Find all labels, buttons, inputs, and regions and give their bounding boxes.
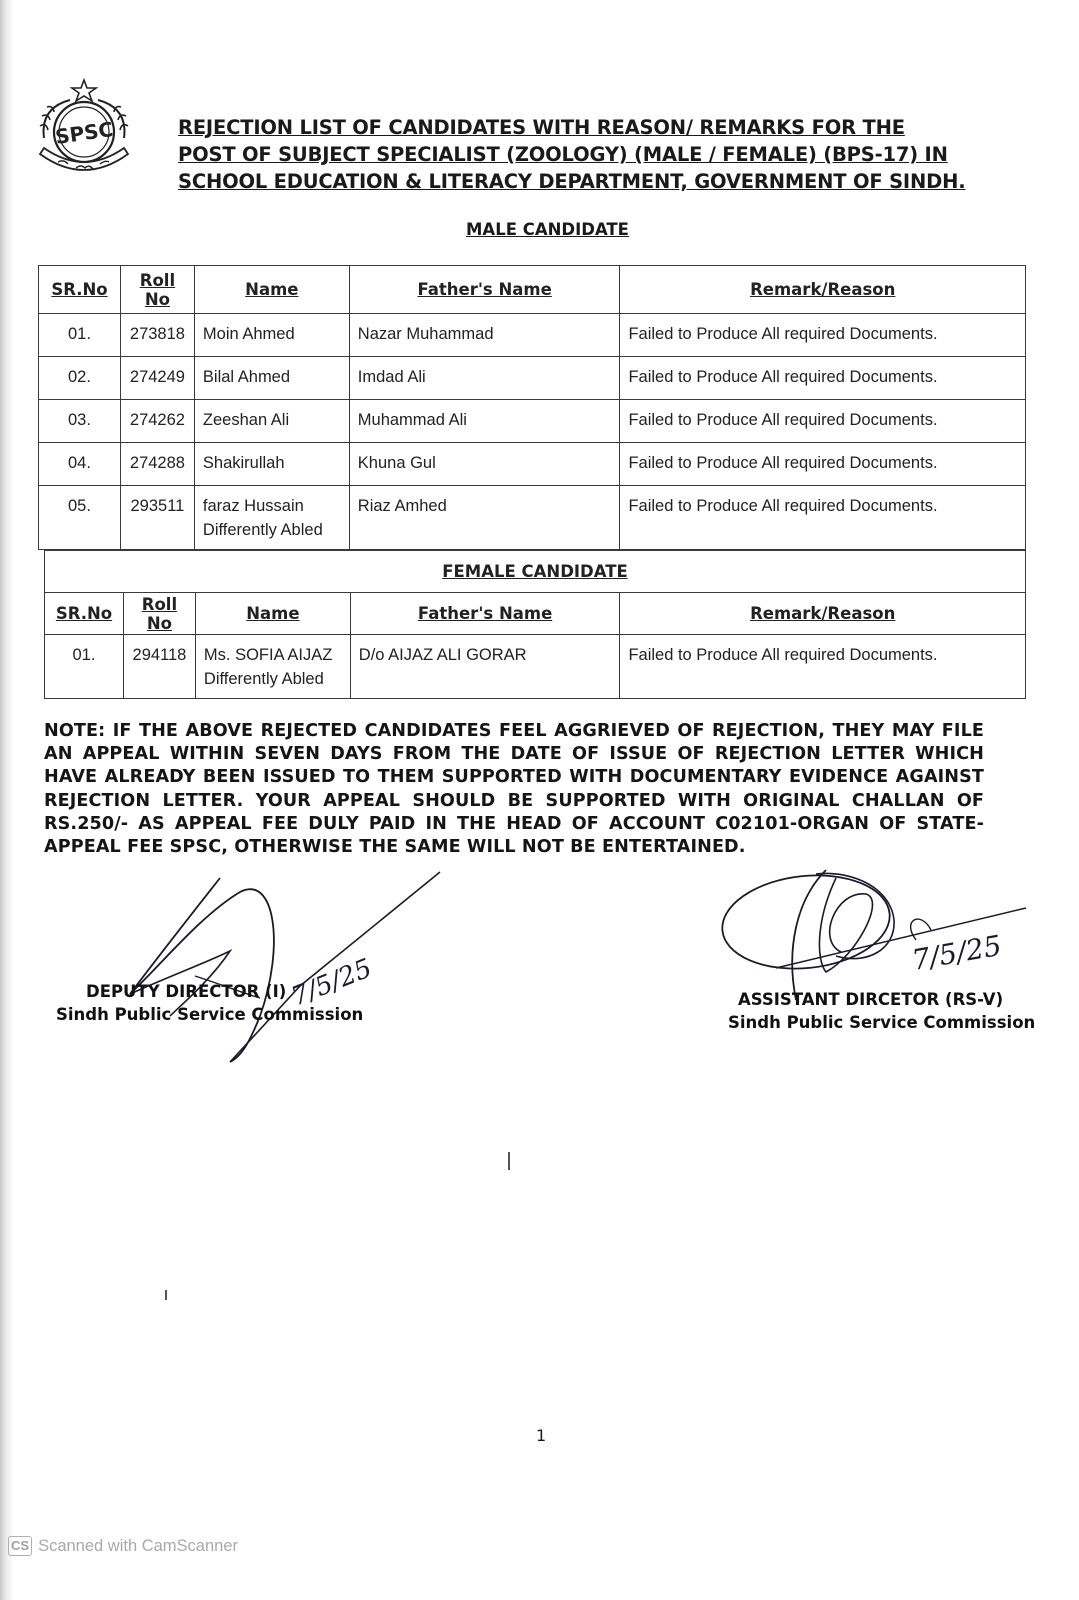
deputy-director-signature-icon xyxy=(100,866,450,1066)
candidate-name: Moin Ahmed xyxy=(202,325,295,343)
col-header-sr: SR.No xyxy=(39,266,121,314)
scan-speck xyxy=(508,1152,510,1170)
roll-cell: 274262 xyxy=(120,400,194,443)
appeal-note: NOTE: IF THE ABOVE REJECTED CANDIDATES FEEL AGGRIEVED OF REJECTION, THEY MAY FILE AN APPEAL WITHIN SEVEN DAYS FROM THE DATE OF ISSUE OF REJECTION LETTER WHICH HAVE ALREADY BEEN ISSUED TO THEM SUPPORTED WITH DOCUMENTARY EVIDENCE AGAINST REJECTION LETTER. YOUR APPEAL SHOULD BE SUPPORTED WITH ORIGINAL CHALLAN OF RS.250/- AS APPEAL FEE DULY PAID IN THE HEAD OF ACCOUNT C02101-ORGAN OF STATE-APPEAL FEE SPSC, OTHERWISE THE SAME WILL NOT BE ENTERTAINED. xyxy=(44,721,984,858)
title-line-1: REJECTION LIST OF CANDIDATES WITH REASON/ REMARKS FOR THE xyxy=(178,116,905,139)
name-cell xyxy=(194,486,349,550)
candidate-name: Zeeshan Ali xyxy=(202,411,290,429)
scan-speck xyxy=(165,1290,167,1300)
father-cell: Nazar Muhammad xyxy=(349,314,620,357)
col-header-roll: Roll No xyxy=(123,593,195,635)
remark-cell: Failed to Produce All required Documents. xyxy=(620,486,1026,550)
father-cell: Muhammad Ali xyxy=(349,400,620,443)
document-title xyxy=(178,114,998,195)
spsc-logo-icon xyxy=(30,78,138,186)
father-cell: Khuna Gul xyxy=(349,443,620,486)
scan-edge-shadow xyxy=(0,0,14,1600)
male-candidates-table xyxy=(38,265,1026,550)
table-row xyxy=(39,357,1026,400)
male-candidate-heading: MALE CANDIDATE xyxy=(466,220,629,239)
sr-cell: 01. xyxy=(45,635,124,699)
col-header-father: Father's Name xyxy=(349,266,620,314)
table-row xyxy=(45,635,1026,699)
remark-cell: Failed to Produce All required Documents. xyxy=(620,400,1026,443)
father-cell: Riaz Amhed xyxy=(349,486,620,550)
remark-cell: Failed to Produce All required Documents. xyxy=(620,635,1026,699)
sr-cell: 01. xyxy=(39,314,121,357)
remark-cell: Failed to Produce All required Documents. xyxy=(620,314,1026,357)
col-header-name: Name xyxy=(194,266,349,314)
candidate-name: Ms. SOFIA AIJAZ xyxy=(203,646,333,664)
signatory-title: DEPUTY DIRECTOR (I) xyxy=(86,982,287,1001)
name-cell xyxy=(194,314,349,357)
name-cell xyxy=(194,357,349,400)
table-row xyxy=(39,314,1026,357)
col-header-father: Father's Name xyxy=(350,593,620,635)
candidate-name-note: Differently Abled xyxy=(203,670,324,688)
title-line-2: POST OF SUBJECT SPECIALIST (ZOOLOGY) (MALE / FEMALE) (BPS-17) IN xyxy=(178,143,948,166)
col-header-name: Name xyxy=(195,593,350,635)
sr-cell: 04. xyxy=(39,443,121,486)
assistant-director-signature-block xyxy=(728,988,1035,1034)
svg-text:SPSC: SPSC xyxy=(53,117,115,149)
roll-cell: 273818 xyxy=(120,314,194,357)
camscanner-watermark xyxy=(8,1536,238,1556)
candidate-name: Bilal Ahmed xyxy=(202,368,291,386)
father-cell: Imdad Ali xyxy=(349,357,620,400)
col-header-remark: Remark/Reason xyxy=(620,593,1026,635)
roll-cell: 274288 xyxy=(120,443,194,486)
page-number: 1 xyxy=(536,1426,547,1445)
name-cell xyxy=(195,635,350,699)
name-cell xyxy=(194,443,349,486)
deputy-director-signature-block xyxy=(56,980,363,1026)
table-row xyxy=(39,443,1026,486)
svg-text:7/5/25: 7/5/25 xyxy=(287,953,377,1013)
remark-cell: Failed to Produce All required Documents. xyxy=(620,443,1026,486)
svg-text:7/5/25: 7/5/25 xyxy=(909,928,1004,977)
female-heading-cell xyxy=(45,551,1026,593)
candidate-name-note: Differently Abled xyxy=(202,521,323,539)
col-header-remark: Remark/Reason xyxy=(620,266,1026,314)
table-header-row xyxy=(45,593,1026,635)
name-cell xyxy=(194,400,349,443)
camscanner-text: Scanned with CamScanner xyxy=(38,1536,239,1555)
signatory-org: Sindh Public Service Commission xyxy=(728,1013,1036,1032)
col-header-roll: Roll No xyxy=(120,266,194,314)
sr-cell: 02. xyxy=(39,357,121,400)
remark-cell: Failed to Produce All required Documents. xyxy=(620,357,1026,400)
roll-cell: 274249 xyxy=(120,357,194,400)
col-header-sr: SR.No xyxy=(45,593,124,635)
roll-cell: 294118 xyxy=(123,635,195,699)
female-candidates-table xyxy=(44,550,1026,699)
table-row xyxy=(39,486,1026,550)
table-header-row xyxy=(39,266,1026,314)
candidate-name: faraz Hussain xyxy=(202,497,304,515)
female-heading-row xyxy=(45,551,1026,593)
camscanner-logo-icon: CS xyxy=(8,1536,32,1556)
female-candidate-heading: FEMALE CANDIDATE xyxy=(442,561,628,581)
sr-cell: 03. xyxy=(39,400,121,443)
roll-cell: 293511 xyxy=(120,486,194,550)
candidate-name: Shakirullah xyxy=(202,454,285,472)
table-row xyxy=(39,400,1026,443)
signatory-title: ASSISTANT DIRCETOR (RS-V) xyxy=(738,990,1004,1009)
title-line-3: SCHOOL EDUCATION & LITERACY DEPARTMENT, GOVERNMENT OF SINDH. xyxy=(178,170,966,193)
father-cell: D/o AIJAZ ALI GORAR xyxy=(350,635,620,699)
sr-cell: 05. xyxy=(39,486,121,550)
signatory-org: Sindh Public Service Commission xyxy=(56,1005,364,1024)
